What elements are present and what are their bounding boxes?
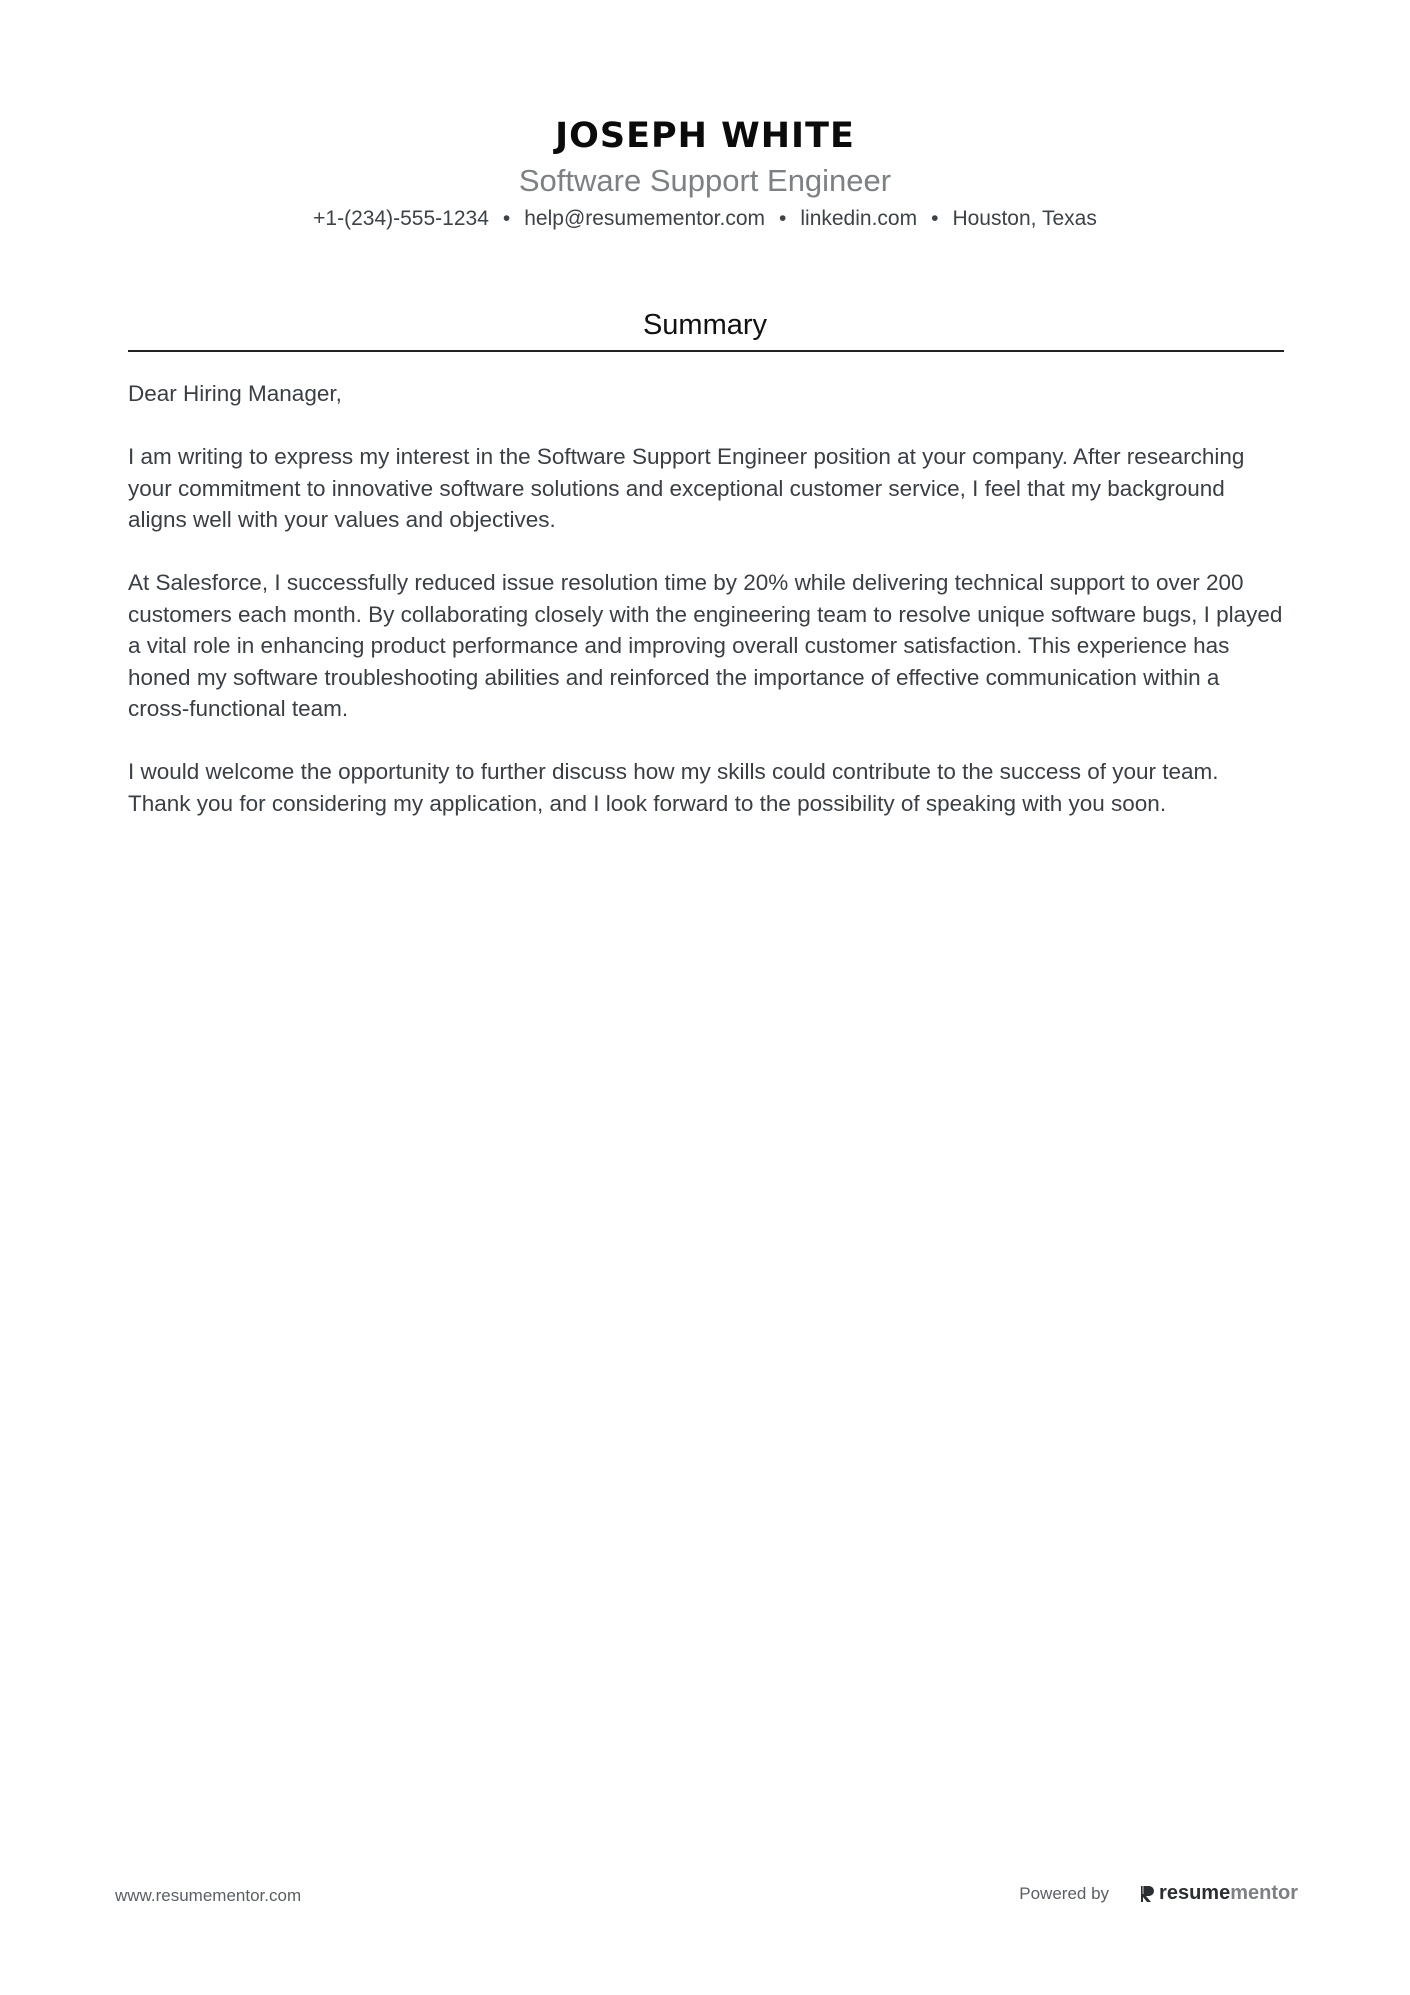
contact-email: help@resumementor.com — [524, 207, 765, 230]
separator-dot: • — [931, 207, 939, 230]
powered-by-label: Powered by — [1019, 1883, 1110, 1903]
brand-logo — [1139, 1882, 1298, 1905]
candidate-name: JOSEPH WHITE — [555, 116, 855, 156]
brand-text-bold: resume — [1159, 1882, 1231, 1904]
letter-paragraph-1: I am writing to express my interest in the Software Support Engineer position at your company. After researching your commitment to innovative software solutions and exceptional customer service, I feel that my background aligns well with your values and objectives. — [128, 444, 1245, 532]
resumementor-logo-icon — [1139, 1884, 1155, 1904]
section-title-summary: Summary — [642, 309, 768, 341]
contact-location: Houston, Texas — [952, 207, 1097, 230]
letter-body — [128, 378, 1284, 851]
contact-linkedin: linkedin.com — [800, 207, 918, 230]
separator-dot: • — [779, 207, 787, 230]
separator-dot: • — [502, 207, 511, 230]
candidate-role: Software Support Engineer — [518, 163, 892, 198]
letter-greeting: Dear Hiring Manager, — [128, 381, 342, 406]
brand-text-light: mentor — [1230, 1882, 1298, 1904]
contact-phone: +1-(234)-555-1234 — [313, 207, 489, 230]
footer-branding — [1019, 1882, 1298, 1905]
footer-website: www.resumementor.com — [115, 1886, 302, 1905]
section-divider — [128, 350, 1284, 352]
header — [0, 112, 1410, 234]
contact-line — [0, 204, 1410, 234]
letter-paragraph-2: At Salesforce, I successfully reduced issue resolution time by 20% while delivering technical support to over 200 customers each month. By collaborating closely with the engineering team to resolve unique software bugs, I played a vital role in enhancing product performance and improving overall customer satisfaction. This experience has honed my software troubleshooting abilities and reinforced the importance of effective communication within a cross-functional team. — [128, 570, 1283, 721]
letter-paragraph-3: I would welcome the opportunity to further discuss how my skills could contribute to the success of your team. Thank you for considering my application, and I look forward to the possibility of speaking with you soon. — [128, 759, 1219, 816]
